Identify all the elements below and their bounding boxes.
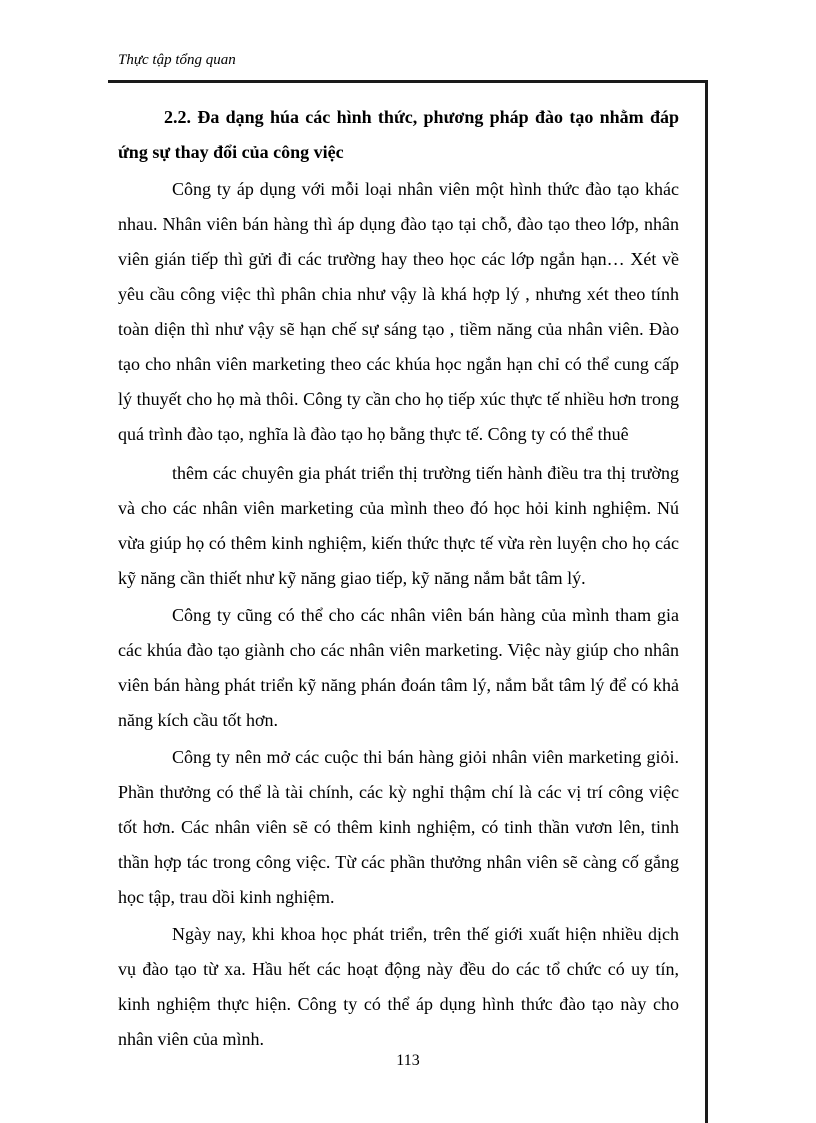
header-rule bbox=[108, 80, 708, 83]
section-heading: 2.2. Đa dạng húa các hình thức, phương pháp đào tạo nhằm đáp ứng sự thay đổi của công việc bbox=[118, 107, 679, 162]
paragraph-4: Công ty nên mở các cuộc thi bán hàng giỏi nhân viên marketing giỏi. Phần thưởng có thể là tài chính, các kỳ nghỉ thậm chí là các vị trí công việc tốt hơn. Các nhân viên sẽ có thêm kinh nghiệm, có tinh thần vươn lên, tinh thần hợp tác trong công việc. Từ các phần thưởng nhân viên sẽ càng cố gắng học tập, trau dồi kinh nghiệm. bbox=[118, 747, 679, 907]
page-body bbox=[118, 100, 679, 1057]
page-number: 113 bbox=[396, 1052, 420, 1069]
right-border-rule bbox=[705, 80, 708, 1123]
paragraph-3: Công ty cũng có thể cho các nhân viên bán hàng của mình tham gia các khúa đào tạo giành cho các nhân viên marketing. Việc này giúp cho nhân viên bán hàng phát triển kỹ năng phán đoán tâm lý, nắm bắt tâm lý để có khả năng kích cầu tốt hơn. bbox=[118, 605, 679, 730]
page-header-title: Thực tập tổng quan bbox=[118, 52, 236, 68]
paragraph-5: Ngày nay, khi khoa học phát triển, trên thế giới xuất hiện nhiều dịch vụ đào tạo từ xa. Hầu hết các hoạt động này đều do các tổ chức có uy tín, kinh nghiệm thực hiện. Công ty có thể áp dụng hình thức đào tạo này cho nhân viên của mình. bbox=[118, 924, 679, 1049]
paragraph-1: Công ty áp dụng với mỗi loại nhân viên một hình thức đào tạo khác nhau. Nhân viên bán hàng thì áp dụng đào tạo tại chỗ, đào tạo theo lớp, nhân viên gián tiếp thì gửi đi các trường hay theo học các lớp ngắn hạn… Xét về yêu cầu công việc thì phân chia như vậy là khá hợp lý , nhưng xét theo tính toàn diện thì như vậy sẽ hạn chế sự sáng tạo , tiềm năng của nhân viên. Đào tạo cho nhân viên marketing theo các khúa học ngắn hạn chỉ có thể cung cấp lý thuyết cho họ mà thôi. Công ty cần cho họ tiếp xúc thực tế nhiều hơn trong quá trình đào tạo, nghĩa là đào tạo họ bằng thực tế. Công ty có thể thuê bbox=[118, 179, 679, 444]
paragraph-2: thêm các chuyên gia phát triển thị trường tiến hành điều tra thị trường và cho các nhân viên marketing của mình theo đó học hỏi kinh nghiệm. Nú vừa giúp họ có thêm kinh nghiệm, kiến thức thực tế vừa rèn luyện cho họ các kỹ năng cần thiết như kỹ năng giao tiếp, kỹ năng nắm bắt tâm lý. bbox=[118, 463, 679, 588]
